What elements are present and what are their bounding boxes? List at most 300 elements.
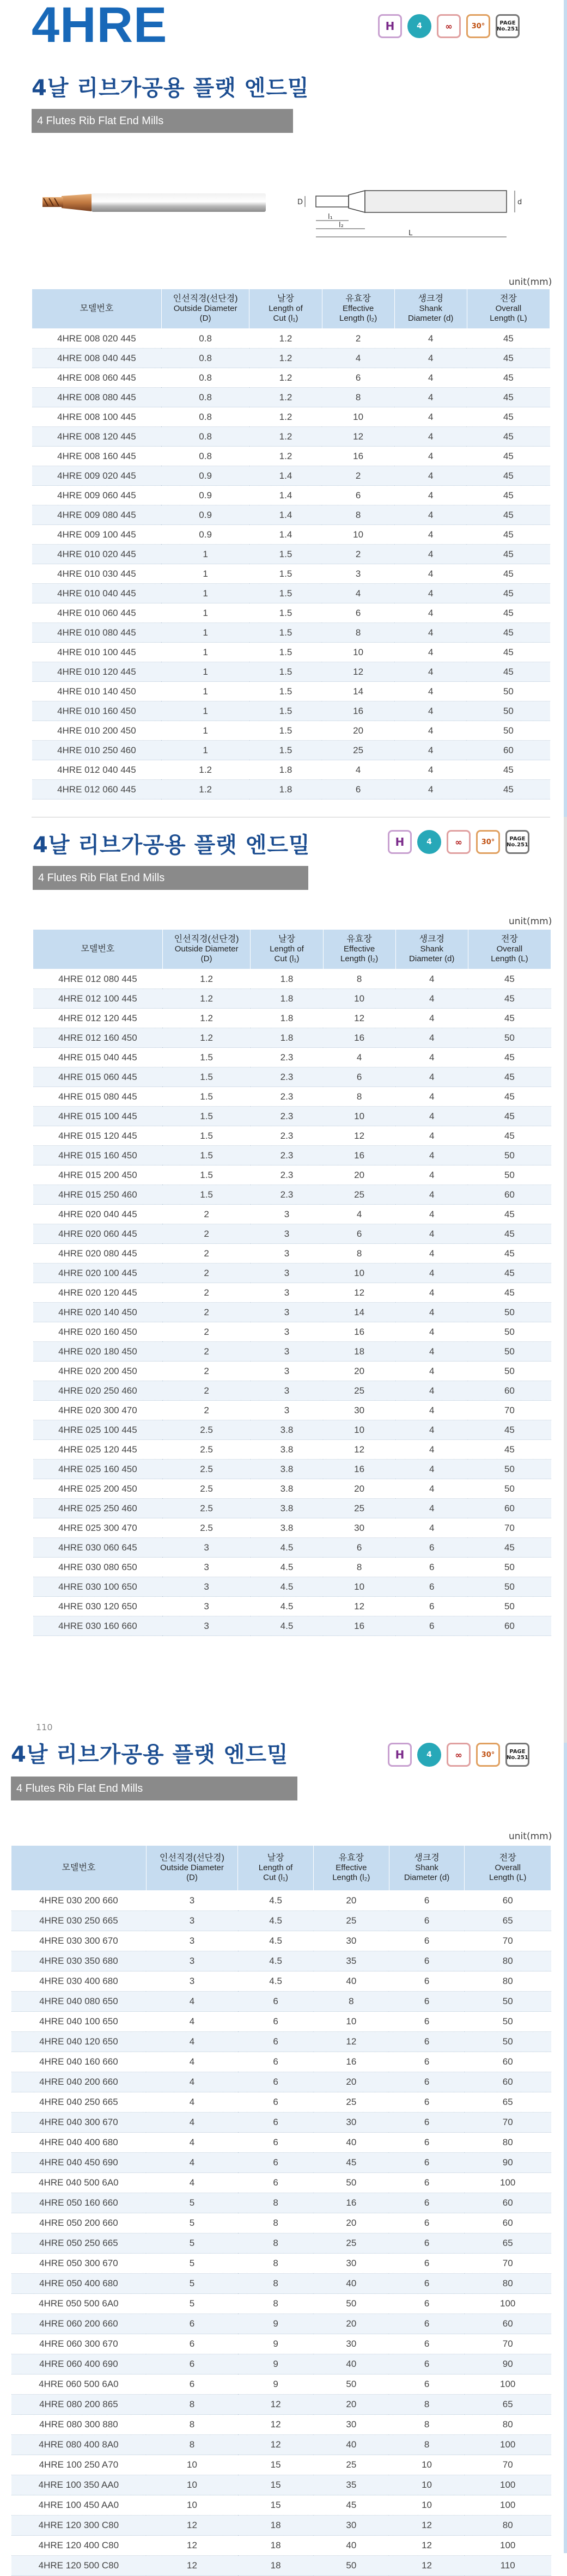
table-cell: 3 bbox=[162, 1577, 251, 1597]
table-cell: 4HRE 008 120 445 bbox=[32, 427, 162, 447]
table-cell: 4.5 bbox=[251, 1597, 323, 1616]
table-cell: 10 bbox=[313, 2012, 389, 2032]
table-cell: 1.5 bbox=[249, 701, 322, 721]
table-cell: 4 bbox=[395, 1322, 468, 1342]
table-cell: 50 bbox=[468, 1028, 551, 1048]
table-cell: 10 bbox=[322, 407, 394, 427]
table-cell: 2.5 bbox=[162, 1499, 251, 1518]
table-cell: 4 bbox=[395, 989, 468, 1009]
table-cell: 1.8 bbox=[251, 1028, 323, 1048]
table-cell: 45 bbox=[467, 584, 550, 603]
table-cell: 10 bbox=[146, 2475, 237, 2495]
column-header bbox=[146, 1846, 237, 1891]
table-cell: 6 bbox=[389, 2374, 465, 2395]
table-cell: 3.8 bbox=[251, 1460, 323, 1479]
table-cell: 8 bbox=[323, 1244, 395, 1263]
table-cell: 6 bbox=[389, 1971, 465, 1992]
table-cell: 25 bbox=[313, 2092, 389, 2113]
header-text: Length (l₂) bbox=[332, 1873, 370, 1882]
table-cell: 50 bbox=[468, 1342, 551, 1362]
table-cell: 50 bbox=[468, 1577, 551, 1597]
table-cell: 4HRE 010 060 445 bbox=[32, 603, 162, 623]
table-cell: 0.9 bbox=[161, 466, 249, 486]
table-cell: 65 bbox=[465, 2092, 551, 2113]
table-cell: 4 bbox=[395, 1205, 468, 1224]
table-cell: 4.5 bbox=[238, 1931, 314, 1951]
table-cell: 1.5 bbox=[249, 643, 322, 662]
header-text: Length (L) bbox=[491, 954, 528, 963]
table-cell: 4HRE 020 250 460 bbox=[33, 1381, 163, 1401]
table-cell: 4HRE 015 080 445 bbox=[33, 1087, 163, 1107]
table-cell: 80 bbox=[465, 1951, 551, 1971]
table-cell: 2.5 bbox=[162, 1440, 251, 1460]
table-cell: 1.5 bbox=[162, 1165, 251, 1185]
table-cell: 12 bbox=[322, 427, 394, 447]
table-cell: 45 bbox=[467, 760, 550, 780]
table-row bbox=[32, 584, 550, 603]
table-cell: 4HRE 030 160 660 bbox=[33, 1616, 163, 1636]
table-cell: 4 bbox=[323, 1048, 395, 1067]
table-cell: 30 bbox=[313, 2113, 389, 2133]
table-row bbox=[32, 780, 550, 799]
table-cell: 3 bbox=[162, 1538, 251, 1558]
table-cell: 4 bbox=[146, 2092, 237, 2113]
table-cell: 1.5 bbox=[162, 1146, 251, 1165]
table-cell: 6 bbox=[389, 2012, 465, 2032]
column-header bbox=[395, 930, 468, 969]
table-cell: 65 bbox=[465, 2233, 551, 2254]
table-cell: 4HRE 020 120 445 bbox=[33, 1283, 163, 1303]
shank-icon: ∞ bbox=[437, 14, 461, 38]
table-row bbox=[11, 2032, 551, 2052]
table-cell: 3 bbox=[322, 564, 394, 584]
table-cell: 16 bbox=[313, 2193, 389, 2213]
table-cell: 1 bbox=[161, 721, 249, 741]
table-cell: 4 bbox=[395, 1244, 468, 1263]
table-cell: 2 bbox=[322, 329, 394, 349]
diagram-label-l2: l₂ bbox=[339, 221, 344, 229]
header-text: Length (L) bbox=[490, 314, 527, 323]
table-cell: 20 bbox=[323, 1362, 395, 1381]
diagram-label-l1: l₁ bbox=[328, 213, 333, 221]
table-cell: 4 bbox=[395, 1165, 468, 1185]
table-row bbox=[11, 1891, 551, 1911]
table-cell: 45 bbox=[468, 1283, 551, 1303]
table-row bbox=[11, 2233, 551, 2254]
table-cell: 8 bbox=[389, 2435, 465, 2455]
table-cell: 4 bbox=[395, 1518, 468, 1538]
table-cell: 2.3 bbox=[251, 1126, 323, 1146]
table-cell: 10 bbox=[389, 2455, 465, 2475]
table-cell: 4 bbox=[146, 2052, 237, 2072]
table-cell: 4 bbox=[394, 603, 467, 623]
table-cell: 1 bbox=[161, 643, 249, 662]
table-cell: 1.8 bbox=[249, 780, 322, 799]
table-row bbox=[11, 2254, 551, 2274]
table-row bbox=[32, 623, 550, 643]
table-cell: 100 bbox=[465, 2374, 551, 2395]
table-cell: 30 bbox=[313, 2334, 389, 2354]
table-row bbox=[33, 1440, 551, 1460]
table-cell: 18 bbox=[238, 2536, 314, 2556]
table-cell: 8 bbox=[146, 2395, 237, 2415]
table-cell: 2.3 bbox=[251, 1165, 323, 1185]
table-row bbox=[11, 2556, 551, 2576]
table-row bbox=[33, 989, 551, 1009]
table-cell: 4HRE 020 200 450 bbox=[33, 1362, 163, 1381]
table-cell: 3 bbox=[251, 1244, 323, 1263]
table-cell: 4HRE 020 300 470 bbox=[33, 1401, 163, 1420]
header-text: Length of bbox=[270, 944, 304, 954]
table-cell: 4HRE 012 040 445 bbox=[32, 760, 162, 780]
table-cell: 4HRE 020 040 445 bbox=[33, 1205, 163, 1224]
table-cell: 1.5 bbox=[162, 1185, 251, 1205]
spec-table-3 bbox=[11, 1845, 551, 2576]
column-header bbox=[389, 1846, 465, 1891]
table-cell: 12 bbox=[389, 2516, 465, 2536]
table-cell: 4 bbox=[394, 368, 467, 388]
table-row bbox=[33, 1048, 551, 1067]
table-row bbox=[11, 2213, 551, 2233]
table-cell: 20 bbox=[313, 2395, 389, 2415]
table-cell: 3.8 bbox=[251, 1440, 323, 1460]
table-cell: 2.5 bbox=[162, 1460, 251, 1479]
table-cell: 45 bbox=[467, 603, 550, 623]
unit-label-1: unit(mm) bbox=[509, 277, 552, 288]
table-cell: 60 bbox=[468, 1616, 551, 1636]
table-cell: 4HRE 009 080 445 bbox=[32, 505, 162, 525]
table-cell: 6 bbox=[395, 1597, 468, 1616]
table-cell: 40 bbox=[313, 2536, 389, 2556]
table-row bbox=[11, 2012, 551, 2032]
table-row bbox=[11, 2113, 551, 2133]
table-cell: 6 bbox=[389, 1931, 465, 1951]
helix-icon: H bbox=[378, 14, 402, 38]
table-cell: 4HRE 008 040 445 bbox=[32, 349, 162, 368]
table-cell: 4HRE 060 400 690 bbox=[11, 2354, 147, 2374]
header-text: Shank bbox=[419, 304, 442, 313]
table-cell: 6 bbox=[322, 603, 394, 623]
table-cell: 3 bbox=[146, 1911, 237, 1931]
table-cell: 80 bbox=[465, 2516, 551, 2536]
table-cell: 1.2 bbox=[161, 760, 249, 780]
table-cell: 4HRE 040 100 650 bbox=[11, 2012, 147, 2032]
table-row bbox=[11, 2153, 551, 2173]
table-cell: 4HRE 080 200 865 bbox=[11, 2395, 147, 2415]
table-cell: 50 bbox=[468, 1322, 551, 1342]
table-cell: 100 bbox=[465, 2435, 551, 2455]
header-text: 유효장 bbox=[346, 935, 372, 944]
table-cell: 4 bbox=[394, 584, 467, 603]
table-cell: 10 bbox=[322, 643, 394, 662]
table-cell: 45 bbox=[467, 564, 550, 584]
table-cell: 1.8 bbox=[251, 1009, 323, 1028]
table-cell: 4HRE 030 250 665 bbox=[11, 1911, 147, 1931]
table-cell: 50 bbox=[468, 1165, 551, 1185]
table-cell: 45 bbox=[467, 662, 550, 682]
table-cell: 1.4 bbox=[249, 466, 322, 486]
table-cell: 4HRE 100 250 A70 bbox=[11, 2455, 147, 2475]
table-cell: 3 bbox=[251, 1224, 323, 1244]
table-cell: 4HRE 012 080 445 bbox=[33, 969, 163, 989]
table-cell: 4HRE 020 100 445 bbox=[33, 1263, 163, 1283]
table-row bbox=[33, 1126, 551, 1146]
table-cell: 50 bbox=[468, 1303, 551, 1322]
table-cell: 8 bbox=[238, 2193, 314, 2213]
table-row bbox=[32, 447, 550, 466]
table-cell: 8 bbox=[322, 623, 394, 643]
table-cell: 1.2 bbox=[249, 427, 322, 447]
table-cell: 110 bbox=[465, 2556, 551, 2576]
table-row bbox=[11, 1911, 551, 1931]
table-cell: 45 bbox=[467, 329, 550, 349]
page-number: 110 bbox=[36, 1722, 53, 1732]
table-cell: 1.5 bbox=[162, 1126, 251, 1146]
table-cell: 10 bbox=[389, 2475, 465, 2495]
table-cell: 60 bbox=[465, 2052, 551, 2072]
column-header bbox=[11, 1846, 147, 1891]
table-cell: 10 bbox=[146, 2455, 237, 2475]
table-cell: 9 bbox=[238, 2374, 314, 2395]
table-cell: 9 bbox=[238, 2354, 314, 2374]
table-cell: 0.8 bbox=[161, 388, 249, 407]
table-cell: 6 bbox=[323, 1224, 395, 1244]
table-cell: 12 bbox=[238, 2395, 314, 2415]
table-cell: 6 bbox=[389, 1891, 465, 1911]
header-text: Length of bbox=[269, 304, 303, 313]
table-cell: 4HRE 040 300 670 bbox=[11, 2113, 147, 2133]
table-cell: 50 bbox=[465, 2032, 551, 2052]
spec-table-1 bbox=[32, 289, 550, 799]
table-cell: 6 bbox=[389, 2052, 465, 2072]
table-row bbox=[32, 427, 550, 447]
table-cell: 4 bbox=[395, 1303, 468, 1322]
header-text: Diameter (d) bbox=[404, 1873, 450, 1882]
table-cell: 60 bbox=[465, 2193, 551, 2213]
table-cell: 4HRE 020 140 450 bbox=[33, 1303, 163, 1322]
table-cell: 1 bbox=[161, 623, 249, 643]
header-text: Cut (l₁) bbox=[274, 954, 300, 963]
table-row bbox=[11, 2475, 551, 2495]
table-row bbox=[32, 682, 550, 701]
table-row bbox=[32, 564, 550, 584]
table-cell: 4HRE 040 120 650 bbox=[11, 2032, 147, 2052]
table-row bbox=[33, 1107, 551, 1126]
table-cell: 6 bbox=[238, 2173, 314, 2193]
helix-icon: H bbox=[388, 1743, 412, 1767]
table-row bbox=[33, 1577, 551, 1597]
section-2-subtitle: 4 Flutes Rib Flat End Mills bbox=[33, 866, 308, 890]
table-cell: 4 bbox=[395, 1146, 468, 1165]
table-cell: 1 bbox=[161, 603, 249, 623]
table-cell: 4 bbox=[395, 1263, 468, 1283]
table-cell: 4 bbox=[395, 1009, 468, 1028]
table-cell: 4.5 bbox=[238, 1971, 314, 1992]
header-text: Length (L) bbox=[489, 1873, 527, 1882]
table-cell: 45 bbox=[467, 545, 550, 564]
table-cell: 4HRE 010 030 445 bbox=[32, 564, 162, 584]
table-cell: 4HRE 010 100 445 bbox=[32, 643, 162, 662]
table-cell: 4HRE 060 500 6A0 bbox=[11, 2374, 147, 2395]
table-cell: 10 bbox=[323, 1263, 395, 1283]
table-row bbox=[32, 466, 550, 486]
header-text: Diameter (d) bbox=[409, 954, 455, 963]
table-cell: 40 bbox=[313, 1971, 389, 1992]
header-text: Shank bbox=[420, 944, 443, 954]
table-cell: 45 bbox=[468, 1244, 551, 1263]
table-cell: 40 bbox=[313, 2435, 389, 2455]
table-cell: 2 bbox=[162, 1342, 251, 1362]
table-cell: 2.3 bbox=[251, 1107, 323, 1126]
diagram-label-d: d bbox=[517, 198, 522, 206]
table-row bbox=[33, 1597, 551, 1616]
table-cell: 3.8 bbox=[251, 1518, 323, 1538]
table-cell: 60 bbox=[465, 2213, 551, 2233]
table-cell: 25 bbox=[313, 2455, 389, 2475]
table-cell: 16 bbox=[323, 1322, 395, 1342]
table-cell: 4HRE 040 200 660 bbox=[11, 2072, 147, 2092]
table-cell: 6 bbox=[238, 1992, 314, 2012]
table-cell: 50 bbox=[467, 701, 550, 721]
table-cell: 0.8 bbox=[161, 447, 249, 466]
table-row bbox=[33, 1087, 551, 1107]
table-cell: 4.5 bbox=[251, 1558, 323, 1577]
flutes-icon: 4 bbox=[417, 1743, 441, 1767]
table-cell: 4 bbox=[394, 545, 467, 564]
table-cell: 12 bbox=[389, 2556, 465, 2576]
table-cell: 60 bbox=[468, 1185, 551, 1205]
table-cell: 6 bbox=[389, 2294, 465, 2314]
table-cell: 0.9 bbox=[161, 486, 249, 505]
table-row bbox=[11, 2314, 551, 2334]
header-text: 모델번호 bbox=[62, 1863, 96, 1872]
table-cell: 60 bbox=[468, 1381, 551, 1401]
column-header bbox=[251, 930, 323, 969]
table-cell: 100 bbox=[465, 2294, 551, 2314]
table-cell: 45 bbox=[468, 1205, 551, 1224]
table-cell: 4HRE 120 300 C80 bbox=[11, 2516, 147, 2536]
helix-angle-icon: 30° bbox=[476, 1743, 500, 1767]
column-header bbox=[238, 1846, 314, 1891]
table-cell: 4HRE 040 400 680 bbox=[11, 2133, 147, 2153]
table-row bbox=[33, 1420, 551, 1440]
table-cell: 20 bbox=[313, 1891, 389, 1911]
table-cell: 45 bbox=[468, 989, 551, 1009]
table-cell: 4HRE 050 300 670 bbox=[11, 2254, 147, 2274]
table-cell: 45 bbox=[468, 1067, 551, 1087]
table-cell: 4HRE 010 160 450 bbox=[32, 701, 162, 721]
table-row bbox=[33, 1205, 551, 1224]
table-cell: 25 bbox=[323, 1185, 395, 1205]
header-text: Overall bbox=[495, 1863, 521, 1872]
header-text: 생크경 bbox=[414, 1853, 440, 1863]
table-cell: 4 bbox=[146, 2173, 237, 2193]
header-text: Shank bbox=[415, 1863, 438, 1872]
table-cell: 6 bbox=[323, 1538, 395, 1558]
header-text: 모델번호 bbox=[80, 304, 114, 313]
table-cell: 1 bbox=[161, 545, 249, 564]
table-cell: 3 bbox=[146, 1891, 237, 1911]
table-cell: 4HRE 010 020 445 bbox=[32, 545, 162, 564]
table-cell: 1.5 bbox=[249, 662, 322, 682]
table-cell: 4 bbox=[395, 1420, 468, 1440]
table-cell: 4HRE 008 020 445 bbox=[32, 329, 162, 349]
table-cell: 6 bbox=[146, 2374, 237, 2395]
feature-icons-2 bbox=[388, 830, 529, 854]
table-row bbox=[33, 1263, 551, 1283]
header-text: Outside Diameter bbox=[174, 944, 239, 954]
table-row bbox=[32, 701, 550, 721]
table-row bbox=[33, 1165, 551, 1185]
table-cell: 70 bbox=[465, 1931, 551, 1951]
table-cell: 100 bbox=[465, 2475, 551, 2495]
table-row bbox=[33, 1244, 551, 1263]
header-text: Length (l₂) bbox=[340, 954, 379, 963]
table-cell: 2 bbox=[162, 1224, 251, 1244]
table-cell: 6 bbox=[322, 780, 394, 799]
column-header bbox=[32, 289, 162, 329]
table-cell: 2.3 bbox=[251, 1087, 323, 1107]
table-cell: 4 bbox=[146, 2113, 237, 2133]
table-cell: 1.2 bbox=[162, 1009, 251, 1028]
table-cell: 14 bbox=[323, 1303, 395, 1322]
table-cell: 2.5 bbox=[162, 1420, 251, 1440]
header-text: Diameter (d) bbox=[408, 314, 454, 323]
header-text: 생크경 bbox=[419, 935, 444, 944]
table-cell: 20 bbox=[323, 1165, 395, 1185]
table-cell: 4 bbox=[146, 2012, 237, 2032]
table-cell: 70 bbox=[465, 2455, 551, 2475]
table-cell: 45 bbox=[468, 969, 551, 989]
table-cell: 1.2 bbox=[249, 407, 322, 427]
table-cell: 4 bbox=[395, 1342, 468, 1362]
table-cell: 4HRE 100 350 AA0 bbox=[11, 2475, 147, 2495]
page-edge-tab bbox=[564, 0, 567, 817]
table-cell: 3.8 bbox=[251, 1499, 323, 1518]
table-cell: 4 bbox=[394, 388, 467, 407]
table-cell: 40 bbox=[313, 2133, 389, 2153]
table-cell: 14 bbox=[322, 682, 394, 701]
table-cell: 4HRE 040 080 650 bbox=[11, 1992, 147, 2012]
table-cell: 4HRE 050 250 665 bbox=[11, 2233, 147, 2254]
table-row bbox=[11, 2374, 551, 2395]
table-row bbox=[32, 760, 550, 780]
table-row bbox=[33, 1479, 551, 1499]
table-cell: 16 bbox=[323, 1028, 395, 1048]
table-row bbox=[33, 1322, 551, 1342]
table-cell: 6 bbox=[389, 2173, 465, 2193]
table-cell: 1.5 bbox=[249, 682, 322, 701]
table-cell: 25 bbox=[323, 1381, 395, 1401]
table-cell: 4HRE 040 500 6A0 bbox=[11, 2173, 147, 2193]
table-cell: 6 bbox=[322, 368, 394, 388]
table-cell: 4 bbox=[394, 682, 467, 701]
section-1-subtitle: 4 Flutes Rib Flat End Mills bbox=[32, 109, 293, 133]
table-cell: 4HRE 025 160 450 bbox=[33, 1460, 163, 1479]
header-text: (D) bbox=[199, 314, 211, 323]
table-row bbox=[32, 525, 550, 545]
table-cell: 4 bbox=[395, 1401, 468, 1420]
table-cell: 30 bbox=[323, 1401, 395, 1420]
table-cell: 4HRE 030 200 660 bbox=[11, 1891, 147, 1911]
table-row bbox=[11, 2495, 551, 2516]
table-cell: 4 bbox=[394, 662, 467, 682]
table-cell: 4.5 bbox=[238, 1951, 314, 1971]
header-text: (D) bbox=[200, 954, 212, 963]
section-3-subtitle: 4 Flutes Rib Flat End Mills bbox=[11, 1777, 297, 1800]
table-cell: 4HRE 020 060 445 bbox=[33, 1224, 163, 1244]
table-cell: 1.2 bbox=[249, 368, 322, 388]
